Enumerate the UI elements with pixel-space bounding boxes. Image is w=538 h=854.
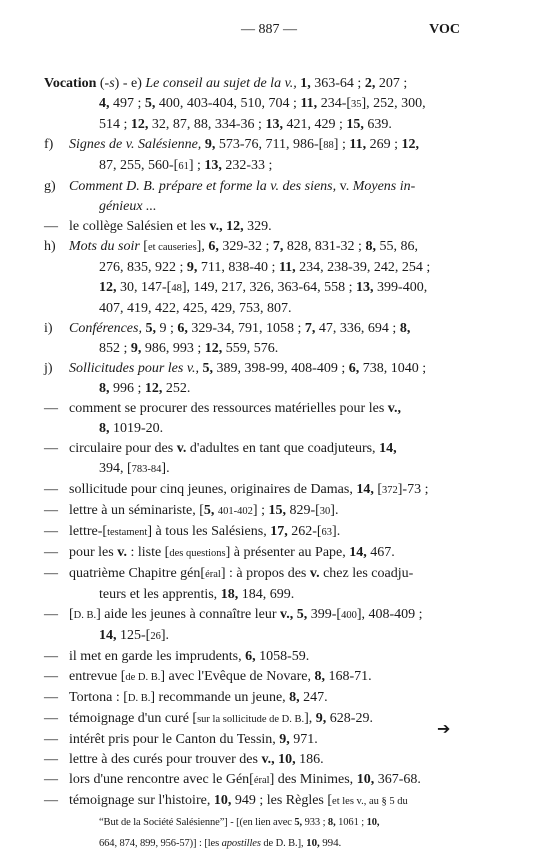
- entry-line: 4, 497 ; 5, 400, 403-404, 510, 704 ; 11, 234-[35], 252, 300,: [99, 96, 426, 111]
- entry-marker: j): [44, 361, 53, 376]
- index-entry: [44, 74, 454, 135]
- entry-text: [69, 543, 454, 564]
- entry-line: le collège Salésien et les v., 12, 329.: [69, 219, 272, 234]
- entry-line: lors d'une rencontre avec le Gén[éral] des Minimes, 10, 367-68.: [69, 772, 421, 787]
- entry-text: [69, 177, 454, 217]
- entry-line: 14, 125-[26].: [99, 628, 169, 643]
- entry-marker: —: [44, 219, 58, 234]
- entry-line: entrevue [de D. B.] avec l'Evêque de Novare, 8, 168-71.: [69, 669, 372, 684]
- entry-line: lettre-[testament] à tous les Salésiens, 17, 262-[63].: [69, 524, 341, 539]
- entry-text: [69, 237, 454, 319]
- entry-text: [69, 135, 454, 177]
- entry-line: Signes de v. Salésienne, 9, 573-76, 711, 986-[88] ; 11, 269 ; 12,: [69, 137, 419, 152]
- index-entry: [44, 791, 454, 854]
- entry-text: [69, 730, 454, 750]
- entry-line: 8, 1019-20.: [99, 421, 164, 436]
- entry-line: quatrième Chapitre gén[éral] : à propos des v. chez les coadju-: [69, 566, 414, 581]
- entry-line: 276, 835, 922 ; 9, 711, 838-40 ; 11, 234, 238-39, 242, 254 ;: [99, 260, 431, 275]
- entry-line: 8, 996 ; 12, 252.: [99, 381, 191, 396]
- index-entry: [44, 750, 454, 770]
- entry-line: 12, 30, 147-[48], 149, 217, 326, 363-64, 558 ; 13, 399-400,: [99, 280, 428, 295]
- entry-text: [69, 688, 454, 709]
- entry-line: circulaire pour des v. d'adultes en tant que coadjuteurs, 14,: [69, 441, 397, 456]
- entry-text: [69, 501, 454, 522]
- entry-line: il met en garde les imprudents, 6, 1058-59.: [69, 649, 310, 664]
- entry-marker: —: [44, 524, 58, 539]
- entry-line: témoignage sur l'histoire, 10, 949 ; les Règles [et les v., au § 5 du: [69, 793, 408, 808]
- section-heading: VOC: [429, 22, 460, 37]
- entry-line: 514 ; 12, 32, 87, 88, 334-36 ; 13, 421, 429 ; 15, 639.: [99, 117, 392, 132]
- index-entry: [44, 217, 454, 237]
- index-entry: [44, 543, 454, 564]
- entry-marker: —: [44, 441, 58, 456]
- index-entry: [44, 480, 454, 501]
- entry-text: [69, 319, 454, 359]
- entry-marker: —: [44, 607, 58, 622]
- entry-marker: f): [44, 137, 54, 152]
- entry-text: [69, 439, 454, 480]
- entry-line: génieux ...: [99, 199, 157, 214]
- entry-marker: —: [44, 401, 58, 416]
- entry-line: Conférences, 5, 9 ; 6, 329-34, 791, 1058 ; 7, 47, 336, 694 ; 8,: [69, 321, 411, 336]
- entry-marker: g): [44, 179, 56, 194]
- entry-marker: —: [44, 669, 58, 684]
- entry-marker: i): [44, 321, 53, 336]
- entry-line: pour les v. : liste [des questions] à présenter au Pape, 14, 467.: [69, 545, 395, 560]
- entry-line: 664, 874, 899, 956-57)] : [les apostilles de D. B.], 10, 994.: [99, 837, 342, 849]
- index-entry: [44, 564, 454, 605]
- entry-line: 394, [783-84].: [99, 461, 170, 476]
- entry-text: [69, 359, 454, 399]
- index-entry: [44, 770, 454, 791]
- entry-line: intérêt pris pour le Canton du Tessin, 9, 971.: [69, 732, 318, 747]
- entry-line: teurs et les apprentis, 18, 184, 699.: [99, 587, 295, 602]
- index-entry: [44, 667, 454, 688]
- entry-line: Comment D. B. prépare et forme la v. des siens, v. Moyens in-: [69, 179, 416, 194]
- entry-marker: h): [44, 239, 56, 254]
- entry-marker: —: [44, 545, 58, 560]
- index-entry: [44, 439, 454, 480]
- entry-text: [69, 217, 454, 237]
- entry-line: “But de la Société Salésienne”] - [(en lien avec 5, 933 ; 8, 1061 ; 10,: [99, 817, 380, 828]
- entry-text: [44, 74, 454, 135]
- entry-line: 407, 419, 422, 425, 429, 753, 807.: [99, 301, 292, 316]
- entry-marker: —: [44, 690, 58, 705]
- index-entry: [44, 359, 454, 399]
- index-body: [44, 74, 454, 854]
- entry-line: 87, 255, 560-[61] ; 13, 232-33 ;: [99, 158, 273, 173]
- entry-line: Sollicitudes pour les v., 5, 389, 398-99, 408-409 ; 6, 738, 1040 ;: [69, 361, 427, 376]
- entry-line: Vocation (-s) - e) Le conseil au sujet de la v., 1, 363-64 ; 2, 207 ;: [44, 76, 408, 91]
- page-header: [0, 22, 538, 42]
- entry-line: 852 ; 9, 986, 993 ; 12, 559, 576.: [99, 341, 279, 356]
- index-entry: [44, 237, 454, 319]
- continue-arrow-icon: ➔: [437, 721, 451, 738]
- entry-text: [69, 770, 454, 791]
- entry-marker: —: [44, 482, 58, 497]
- entry-line: Tortona : [D. B.] recommande un jeune, 8, 247.: [69, 690, 328, 705]
- entry-marker: —: [44, 711, 58, 726]
- index-entry: [44, 319, 454, 359]
- page-number: — 887 —: [241, 22, 297, 37]
- entry-marker: —: [44, 649, 58, 664]
- entry-text: [69, 647, 454, 667]
- index-entry: [44, 605, 454, 647]
- index-entry: [44, 647, 454, 667]
- index-entry: [44, 177, 454, 217]
- entry-text: [69, 667, 454, 688]
- entry-text: [69, 480, 454, 501]
- entry-line: lettre à des curés pour trouver des v., 10, 186.: [69, 752, 324, 767]
- index-entry: [44, 501, 454, 522]
- entry-marker: —: [44, 793, 58, 808]
- entry-text: [69, 750, 454, 770]
- index-entry: [44, 709, 454, 730]
- entry-marker: —: [44, 772, 58, 787]
- entry-line: sollicitude pour cinq jeunes, originaires de Damas, 14, [372]-73 ;: [69, 482, 429, 497]
- entry-marker: —: [44, 752, 58, 767]
- index-entry: [44, 399, 454, 439]
- entry-text: [69, 399, 454, 439]
- entry-text: [69, 522, 454, 543]
- entry-line: [D. B.] aide les jeunes à connaître leur v., 5, 399-[400], 408-409 ;: [69, 607, 423, 622]
- entry-text: [69, 791, 454, 854]
- entry-marker: —: [44, 566, 58, 581]
- entry-marker: —: [44, 732, 58, 747]
- index-entry: [44, 135, 454, 177]
- index-entry: [44, 688, 454, 709]
- entry-line: Mots du soir [et causeries], 6, 329-32 ; 7, 828, 831-32 ; 8, 55, 86,: [69, 239, 418, 254]
- entry-line: comment se procurer des ressources matérielles pour les v.,: [69, 401, 402, 416]
- index-entry: [44, 522, 454, 543]
- entry-marker: —: [44, 503, 58, 518]
- entry-text: [69, 605, 454, 647]
- entry-line: témoignage d'un curé [sur la sollicitude de D. B.], 9, 628-29.: [69, 711, 373, 726]
- entry-text: [69, 564, 454, 605]
- index-entry: [44, 730, 454, 750]
- entry-line: lettre à un séminariste, [5, 401-402] ; 15, 829-[30].: [69, 503, 339, 518]
- entry-text: [69, 709, 454, 730]
